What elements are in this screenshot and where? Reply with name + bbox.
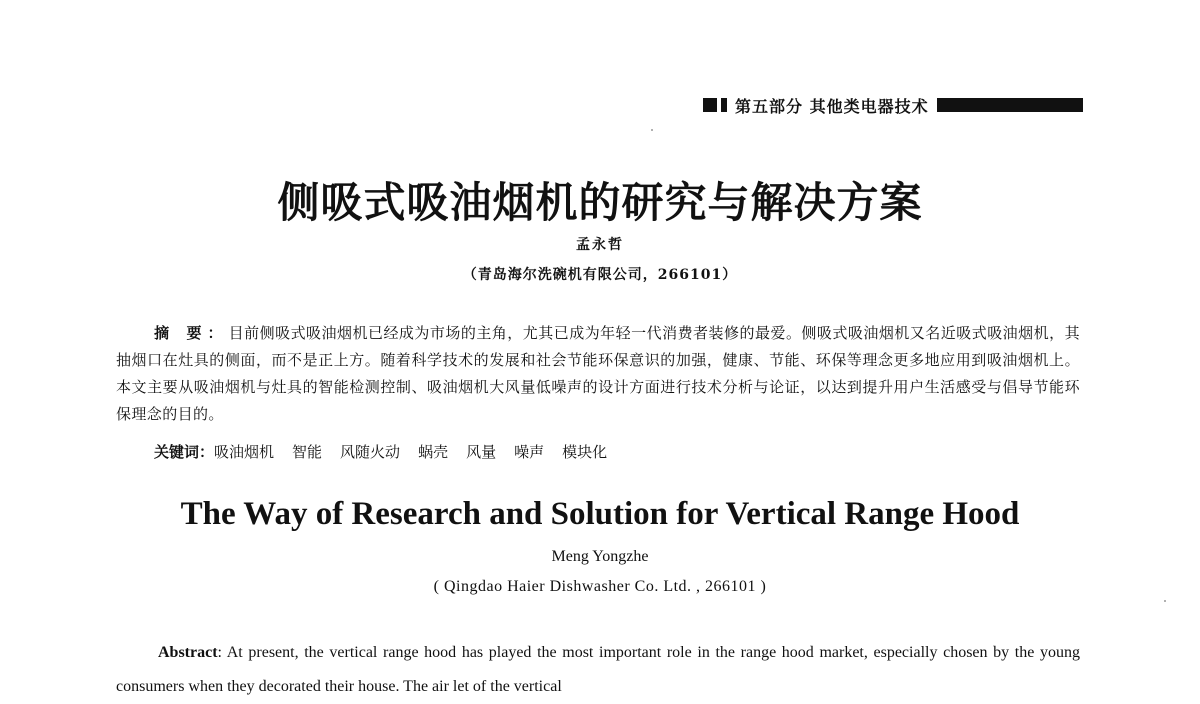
section-header — [703, 92, 1083, 118]
section-label: 第五部分 其他类电器技术 — [735, 96, 929, 116]
affiliation-cn: （青岛海尔洗碗机有限公司，266101） — [462, 267, 738, 283]
keyword: 风随火动 — [340, 443, 401, 461]
keyword: 风量 — [466, 443, 497, 461]
author-en: Meng Yongzhe — [551, 548, 649, 565]
affiliation-en: ( Qingdao Haier Dishwasher Co. Ltd. , 266101 ) — [433, 578, 767, 595]
header-marker-block-small — [721, 98, 727, 112]
keyword: 吸油烟机 — [214, 443, 275, 461]
abstract-text-en: : At present, the vertical range hood has played the most important role in the range hood market, especially chosen by the young consumers when they decorated their house. The air let of the vertical — [116, 644, 1080, 695]
abstract-text-cn: 目前侧吸式吸油烟机已经成为市场的主角，尤其已成为年轻一代消费者装修的最爱。侧吸式吸油烟机又名近吸式吸油烟机，其抽烟口在灶具的侧面，而不是正上方。随着科学技术的发展和社会节能环保意识的加强，健康、节能、环保等理念更多地应用到吸油烟机上。本文主要从吸油烟机与灶具的智能检测控制、吸油烟机大风量低噪声的设计方面进行技术分析与论证，以达到提升用户生活感受与倡导节能环保理念的目的。 — [116, 324, 1080, 423]
author-cn: 孟永哲 — [576, 237, 624, 253]
keyword: 噪声 — [514, 443, 545, 461]
keyword: 智能 — [292, 443, 323, 461]
header-marker-block — [703, 98, 717, 112]
header-bar — [937, 98, 1083, 112]
keywords-label-cn: 关键词： — [154, 443, 215, 461]
paper-title-cn: 侧吸式吸油烟机的研究与解决方案 — [277, 178, 923, 227]
abstract-en — [116, 636, 1080, 704]
keyword: 蜗壳 — [418, 443, 449, 461]
abstract-label-cn: 摘 要： — [154, 324, 229, 342]
keyword: 模块化 — [562, 443, 608, 461]
abstract-label-en: Abstract — [158, 644, 218, 661]
keywords-cn — [154, 440, 1080, 464]
scan-speck — [1164, 600, 1166, 602]
abstract-cn — [116, 320, 1080, 428]
paper-title-en: The Way of Research and Solution for Vertical Range Hood — [180, 496, 1020, 532]
scan-speck — [651, 129, 653, 131]
